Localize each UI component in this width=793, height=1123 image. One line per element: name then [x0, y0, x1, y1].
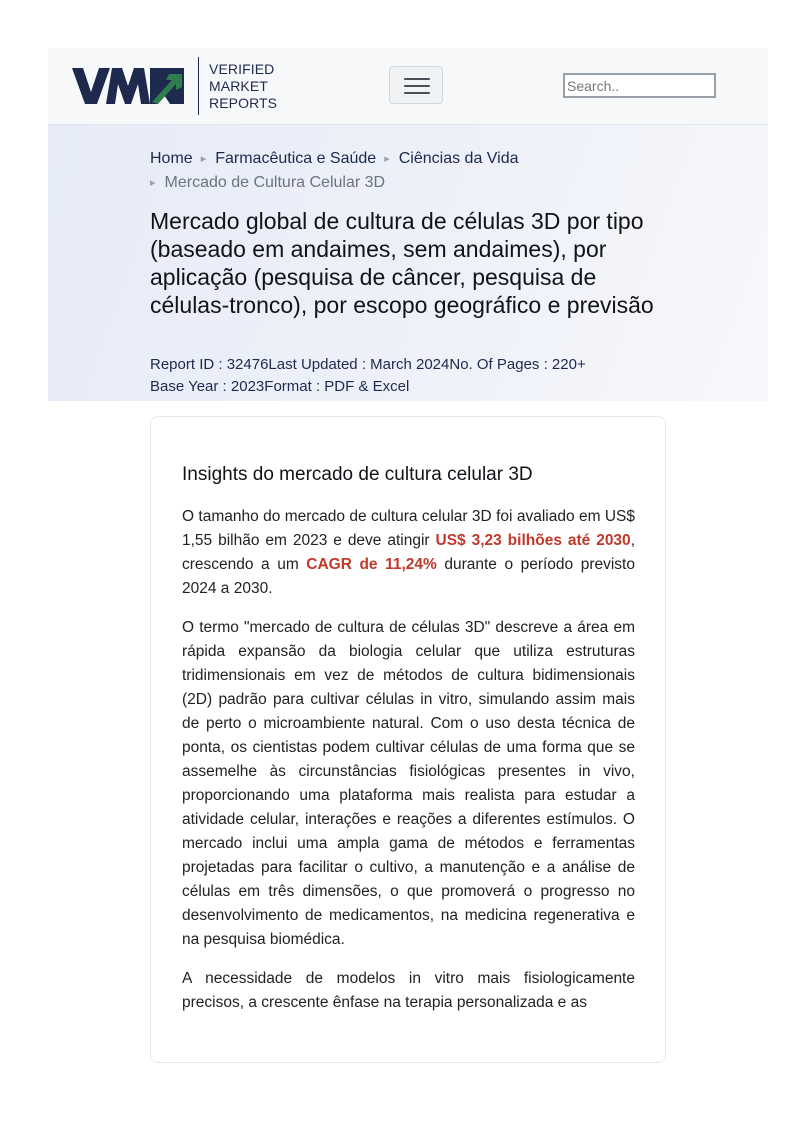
insights-paragraph-2: O termo "mercado de cultura de células 3D" descreve a área em rápida expansão da biologia celular que utiliza estruturas tridimensionais em vez de métodos de cultura bidimensionais (2D) padrão para cultivar células in vitro, simulando assim mais de perto o microambiente natural. Com o uso desta técnica de ponta, os cientistas podem cultivar células de uma forma que se assemelhe às circunstâncias fisiológicas presentes in vivo, proporcionando uma plataforma mais realista para estudar a atividade celular, interações e reações a diferentes estímulos. O mercado inclui uma ampla gama de métodos e ferramentas projetadas para facilitar o cultivo, a manutenção e a análise de células em três dimensões, o que promoverá o progresso no desenvolvimento de medicamentos, na medicina regenerativa e na pesquisa biomédica. — [182, 619, 635, 948]
breadcrumb-current: Mercado de Cultura Celular 3D — [164, 174, 386, 191]
report-id-label: Report ID : — [150, 356, 227, 373]
pages-label: No. Of Pages : — [449, 356, 552, 373]
chevron-right-icon: ▸ — [150, 177, 156, 189]
insights-paragraph-1 — [182, 505, 635, 601]
brand-logo[interactable] — [72, 56, 277, 116]
p1-text-c: durante o período previsto 2024 a 2030. — [182, 556, 635, 597]
cagr-highlight: CAGR de 11,24% — [306, 556, 437, 573]
base-year-value: 2023 — [230, 378, 265, 395]
page-frame — [48, 48, 768, 401]
insights-body — [182, 505, 635, 1030]
report-id-value: 32476 — [226, 356, 269, 373]
breadcrumb-life-sciences[interactable]: Ciências da Vida — [398, 150, 519, 167]
last-updated-label: Last Updated : — [268, 356, 371, 373]
insights-heading: Insights do mercado de cultura celular 3D — [182, 464, 533, 485]
insights-card — [150, 416, 666, 1063]
p1-text-b: , crescendo a um — [182, 532, 635, 573]
market-value-highlight: US$ 3,23 bilhões até 2030 — [435, 532, 631, 549]
top-navbar — [48, 48, 768, 125]
format-value: PDF & Excel — [324, 378, 410, 395]
breadcrumb-pharma-health[interactable]: Farmacêutica e Saúde — [215, 150, 377, 167]
search-input[interactable] — [563, 73, 716, 98]
logo-wordmark — [209, 61, 277, 112]
logo-divider — [198, 57, 199, 115]
report-hero — [48, 125, 768, 401]
pages-value: 220+ — [551, 356, 586, 373]
format-label: Format : — [264, 378, 325, 395]
p1-text-a: O tamanho do mercado de cultura celular 3D foi avaliado em US$ 1,55 bilhão em 2023 e deve atingir — [182, 508, 635, 549]
base-year-label: Base Year : — [150, 378, 231, 395]
page-title: Mercado global de cultura de células 3D por tipo (baseado em andaimes, sem andaimes), por aplicação (pesquisa de câncer, pesquisa de células-tronco), por escopo geográfico e previsão — [150, 208, 654, 318]
logo-line-market: MARKET — [209, 77, 268, 94]
logo-line-reports: REPORTS — [209, 94, 278, 111]
menu-toggle-button[interactable] — [389, 66, 443, 104]
chevron-right-icon: ▸ — [384, 153, 390, 165]
last-updated-value: March 2024 — [370, 356, 450, 373]
logo-line-verified: VERIFIED — [209, 60, 275, 77]
breadcrumb-home[interactable]: Home — [150, 150, 193, 167]
insights-paragraph-3: A necessidade de modelos in vitro mais fisiologicamente precisos, a crescente ênfase na terapia personalizada e as — [182, 970, 635, 1011]
vmr-logo-icon — [72, 66, 184, 106]
chevron-right-icon: ▸ — [200, 153, 207, 165]
breadcrumb — [150, 147, 570, 195]
report-meta — [150, 354, 670, 398]
